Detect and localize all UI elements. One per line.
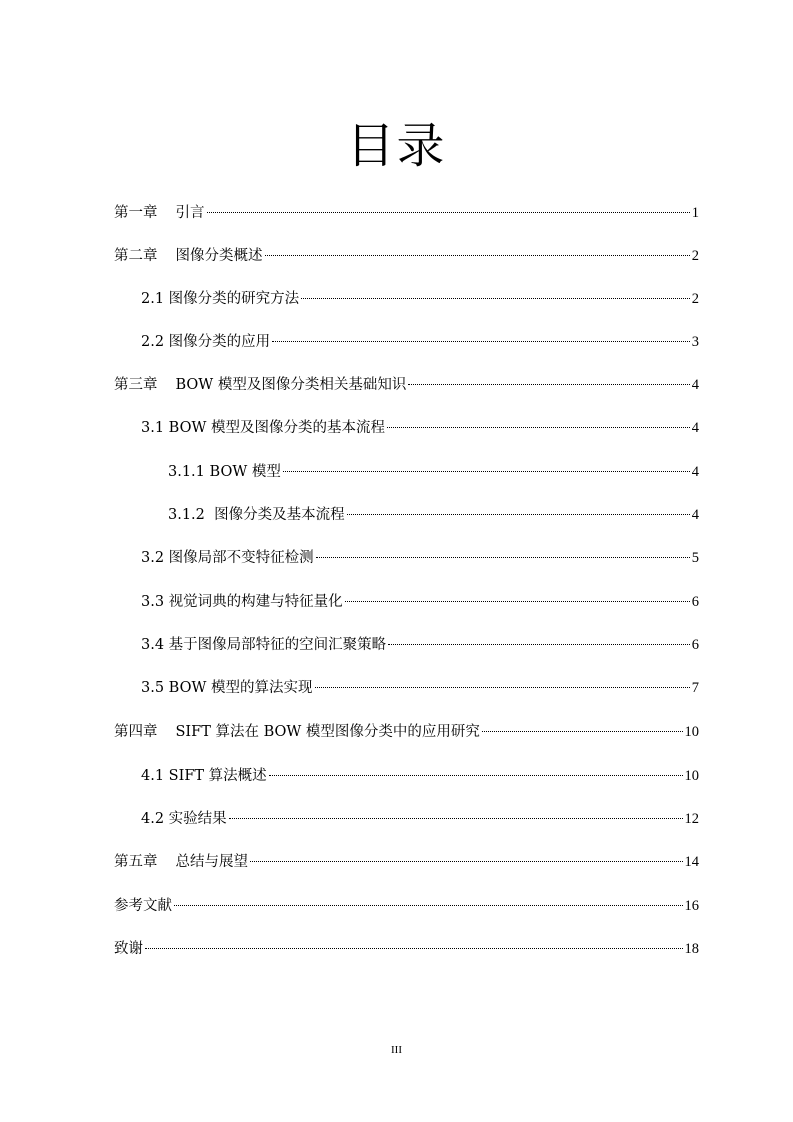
toc-entry-page: 2 [691,248,699,264]
toc-entry-label [141,764,267,788]
toc-entry-label [141,287,299,311]
toc-entry[interactable] [141,676,699,700]
toc-entry-page: 6 [691,637,699,653]
toc-entry-title: 实验结果 [168,811,227,827]
toc-entry-page: 4 [691,464,699,480]
toc-entry-title: 引言 [175,205,205,221]
toc-entry-number: 第三章 [114,377,158,393]
toc-entry-label [141,807,227,831]
toc-entry-title: 图像分类的应用 [168,334,271,350]
toc-entry[interactable] [141,416,699,440]
toc-dot-leader [345,601,690,602]
toc-entry[interactable] [141,287,699,311]
toc-entry-number: 3.5 [141,680,165,696]
toc-entry-number: 第五章 [114,854,158,870]
toc-entry-label [141,676,313,700]
toc-entry-number: 3.4 [141,637,165,653]
toc-entry[interactable] [114,244,699,268]
toc-entry[interactable] [141,590,699,614]
toc-entry-number: 第四章 [114,724,158,740]
toc-entry-number: 第二章 [114,248,158,264]
toc-entry-number: 2.1 [141,291,165,307]
toc-entry-label [114,850,248,874]
toc-entry-label [168,503,345,527]
toc-entry-number: 3.1.1 [168,464,205,480]
toc-entry-page: 1 [691,205,699,221]
toc-entry-title: 图像分类及基本流程 [214,507,345,523]
toc-entry[interactable] [114,850,699,874]
toc-title: 目录 [346,118,447,174]
toc-entry-label [114,373,406,397]
toc-entry-label [141,330,270,354]
toc-entry-label [114,937,143,961]
toc-entry-page: 4 [691,420,699,436]
toc-entry-page: 12 [684,811,699,827]
toc-entry-page: 16 [684,898,699,914]
toc-entry-title: 图像局部不变特征检测 [168,550,314,566]
toc-dot-leader [265,255,690,256]
toc-dot-leader [207,212,690,213]
toc-entry[interactable] [168,460,699,484]
toc-dot-leader [301,298,690,299]
toc-entry[interactable] [141,807,699,831]
toc-entry-title: 致谢 [114,941,143,957]
toc-entry-title: SIFT 算法概述 [168,768,267,784]
toc-entry-label [141,546,314,570]
toc-entry-page: 6 [691,594,699,610]
toc-dot-leader [388,644,690,645]
toc-entry-page: 2 [691,291,699,307]
toc-entry[interactable] [114,201,699,225]
toc-entry-number: 4.2 [141,811,165,827]
toc-entry-page: 18 [684,941,699,957]
toc-entry-number: 3.1.2 [168,507,205,523]
toc-dot-leader [316,557,690,558]
toc-dot-leader [250,861,683,862]
toc-entry-number: 3.1 [141,420,165,436]
toc-entry[interactable] [141,764,699,788]
toc-entry-title: BOW 模型 [209,464,281,480]
toc-entry-label [114,244,263,268]
toc-entry-page: 4 [691,507,699,523]
toc-entry-number: 3.2 [141,550,165,566]
toc-entry[interactable] [168,503,699,527]
toc-entry[interactable] [141,546,699,570]
toc-entry-title: 视觉词典的构建与特征量化 [168,594,343,610]
toc-entry-page: 10 [684,724,699,740]
toc-entry[interactable] [114,937,699,961]
toc-entry[interactable] [114,373,699,397]
toc-dot-leader [347,514,690,515]
toc-entry-label [114,201,205,225]
toc-entry-label [168,460,281,484]
toc-entry[interactable] [141,330,699,354]
toc-entry-page: 14 [684,854,699,870]
toc-dot-leader [145,948,683,949]
toc-dot-leader [269,775,683,776]
toc-entry-title: SIFT 算法在 BOW 模型图像分类中的应用研究 [175,724,480,740]
toc-entry-number: 3.3 [141,594,165,610]
toc-entry-title: 图像分类概述 [175,248,263,264]
toc-entry[interactable] [114,894,699,918]
toc-entry-page: 10 [684,768,699,784]
toc-entry-label [141,633,386,657]
toc-entry-label [114,720,480,744]
toc-dot-leader [315,687,690,688]
toc-dot-leader [482,731,683,732]
toc-entry-label [141,590,343,614]
toc-entry-page: 4 [691,377,699,393]
toc-entry-number: 第一章 [114,205,158,221]
toc-dot-leader [283,471,690,472]
toc-entry[interactable] [141,633,699,657]
toc-entry-title: 基于图像局部特征的空间汇聚策略 [168,637,387,653]
toc-entry-label [141,416,385,440]
toc-entry-number: 4.1 [141,768,165,784]
toc-entry-page: 3 [691,334,699,350]
toc-entry-title: BOW 模型的算法实现 [168,680,313,696]
toc-entry-page: 7 [691,680,699,696]
toc-entry-title: BOW 模型及图像分类相关基础知识 [175,377,407,393]
toc-entry-title: 参考文献 [114,898,172,914]
toc-entry-number: 2.2 [141,334,165,350]
toc-dot-leader [229,818,683,819]
toc-entry-title: BOW 模型及图像分类的基本流程 [168,420,385,436]
toc-entry-page: 5 [691,550,699,566]
toc-entry-label [114,894,172,918]
toc-dot-leader [272,341,690,342]
toc-dot-leader [408,384,689,385]
toc-entry-title: 总结与展望 [175,854,248,870]
toc-entry-title: 图像分类的研究方法 [168,291,300,307]
toc-dot-leader [387,427,690,428]
toc-dot-leader [174,905,683,906]
page-number: III [391,1044,402,1056]
toc-entry[interactable] [114,720,699,744]
